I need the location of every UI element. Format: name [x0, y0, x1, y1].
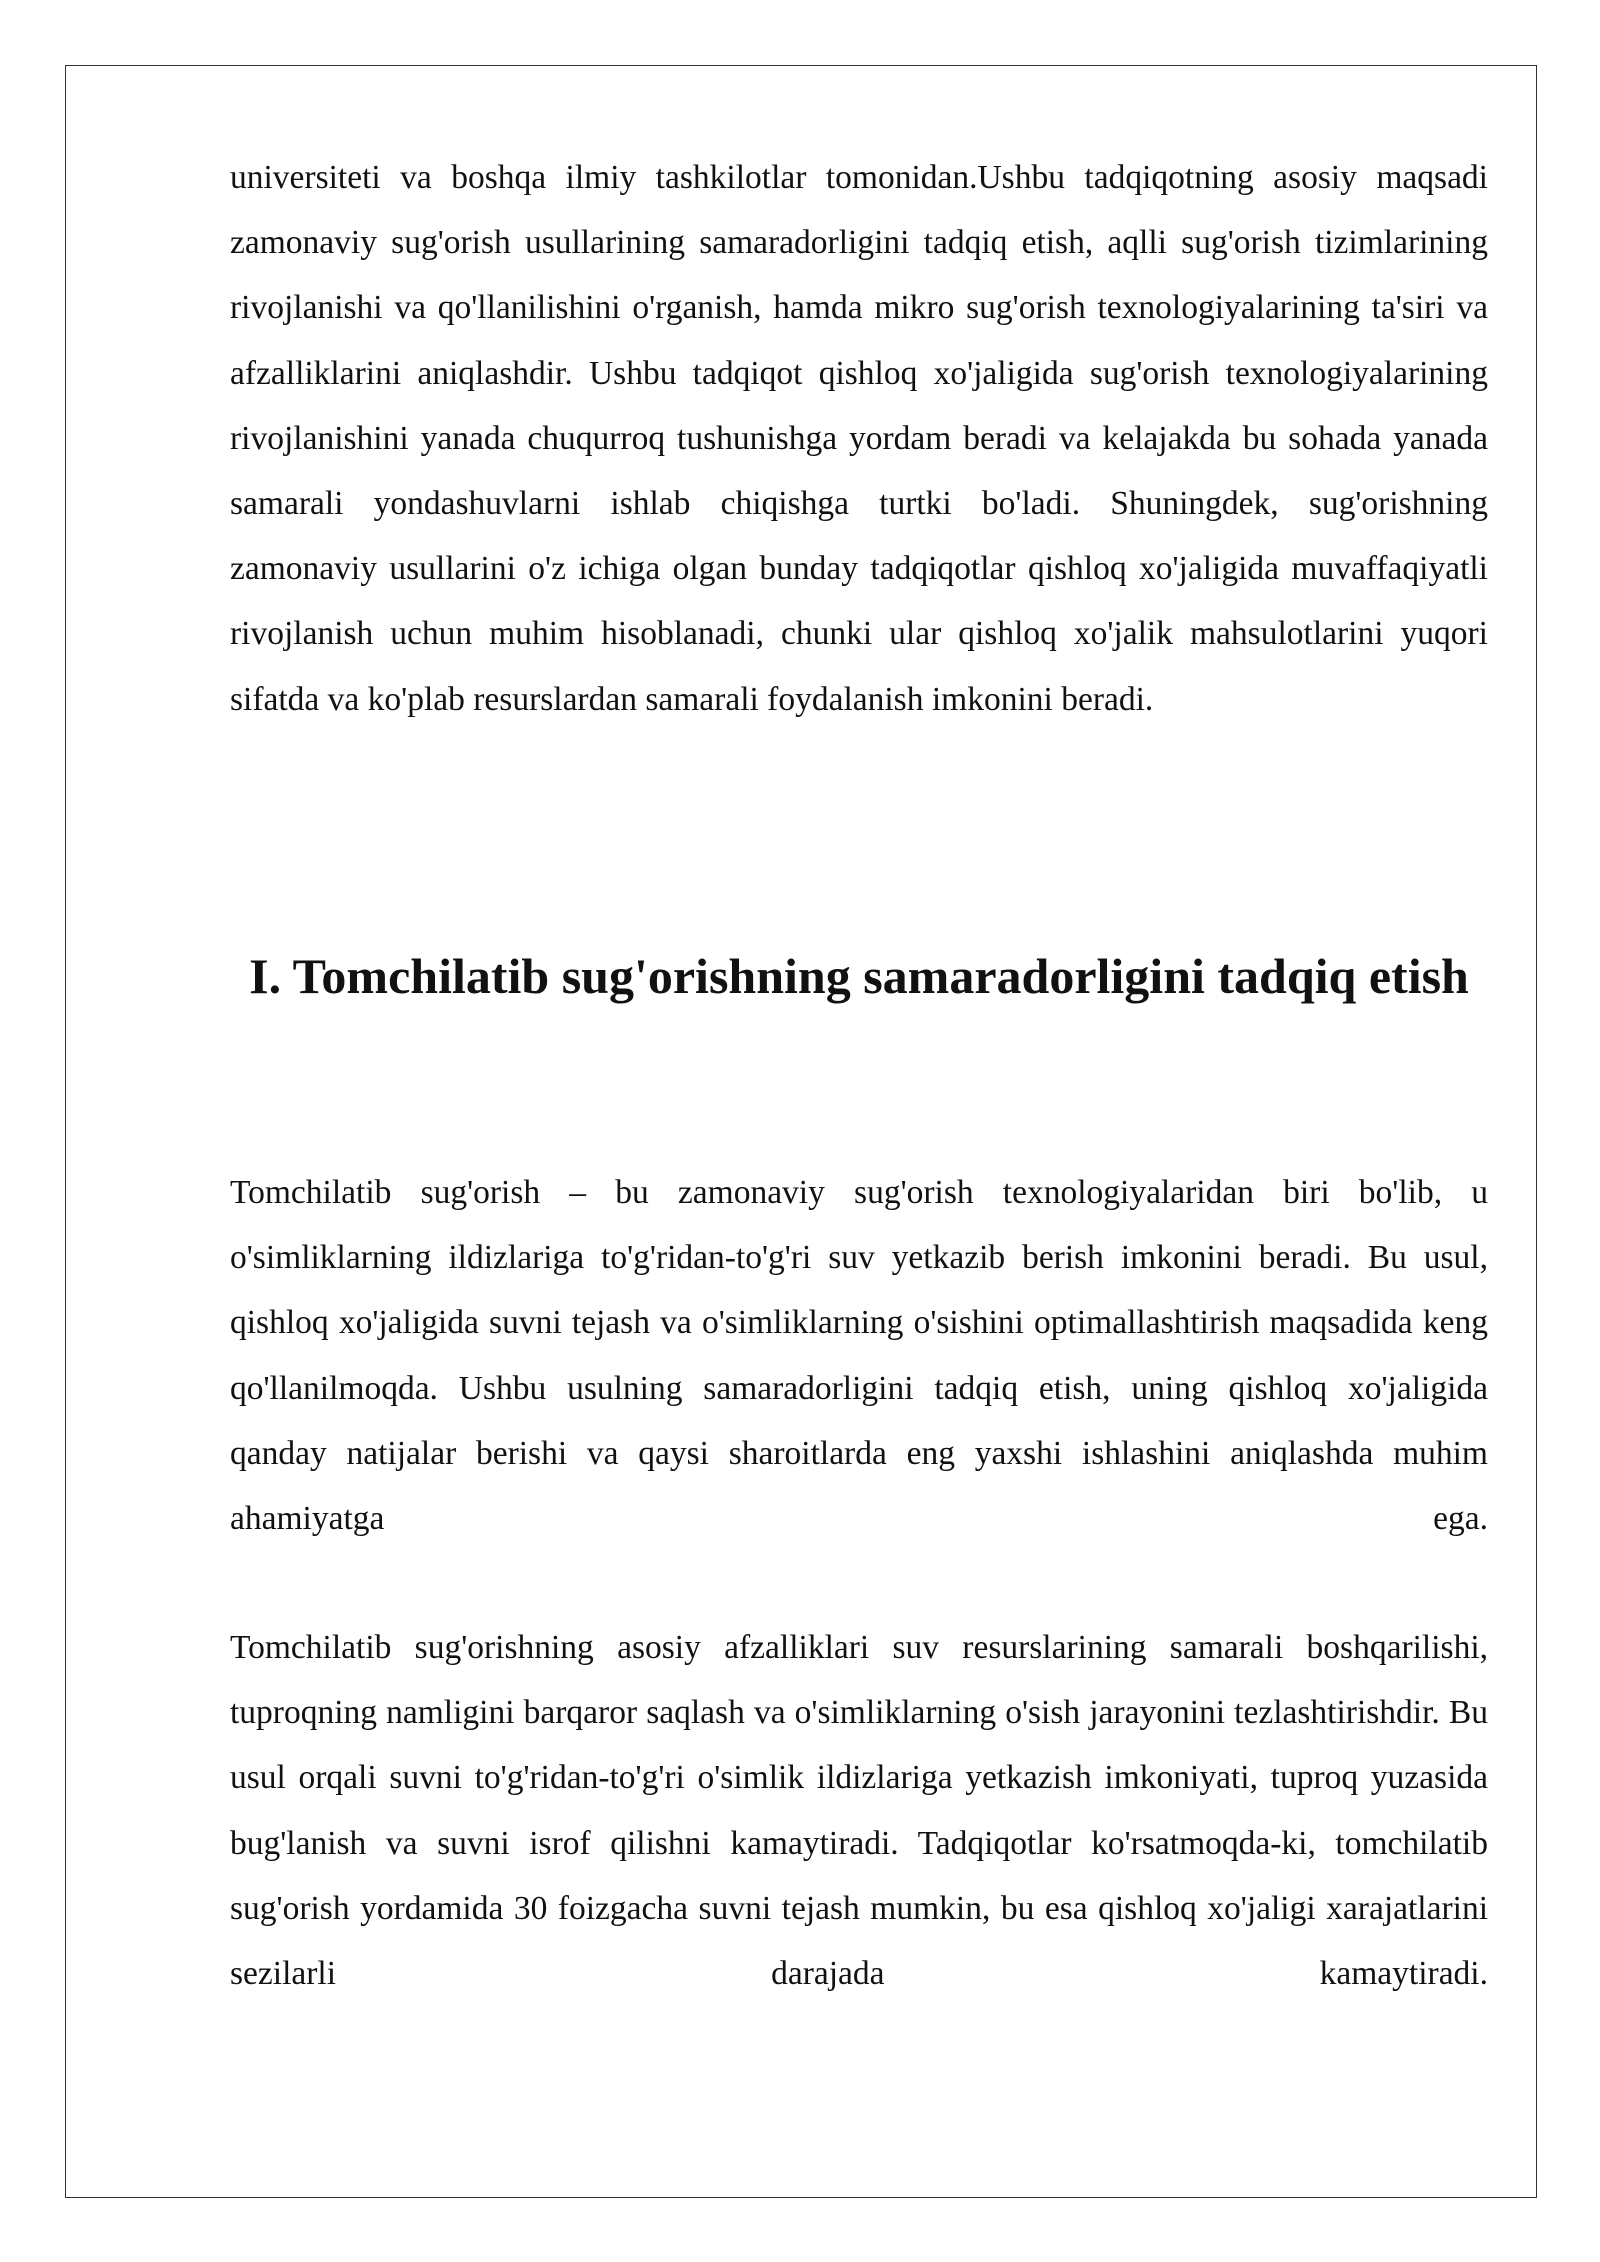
- body-paragraph-2: Tomchilatib sug'orish – bu zamonaviy sug'orish texnologiyalaridan biri bo'lib, u o'simliklarning ildizlariga to'g'ridan-to'g'ri suv yetkazib berish imkonini beradi. Bu usul, qishloq xo'jaligida suvni tejash va o'simliklarning o'sishini optimallashtirish maqsadida keng qo'llanilmoqda. Ushbu usulning samaradorligini tadqiq etish, uning qishloq xo'jaligida qanday natijalar berishi va qaysi sharoitlarda eng yaxshi ishlashini aniqlashda muhim ahamiyatga ega.: [230, 1174, 1488, 1538]
- section-heading: I. Tomchilatib sug'orishning samaradorligini tadqiq etish: [249, 948, 1469, 1004]
- body-paragraph-1: universiteti va boshqa ilmiy tashkilotlar tomonidan.Ushbu tadqiqotning asosiy maqsadi zamonaviy sug'orish usullarining samaradorligini tadqiq etish, aqlli sug'orish tizimlarining rivojlanishi va qo'llanilishini o'rganish, hamda mikro sug'orish texnologiyalarining ta'siri va afzalliklarini aniqlashdir. Ushbu tadqiqot qishloq xo'jaligida sug'orish texnologiyalarining rivojlanishini yanada chuqurroq tushunishga yordam beradi va kelajakda bu sohada yanada samarali yondashuvlarni ishlab chiqishga turtki bo'ladi. Shuningdek, sug'orishning zamonaviy usullarini o'z ichiga olgan bunday tadqiqotlar qishloq xo'jaligida muvaffaqiyatli rivojlanish uchun muhim hisoblanadi, chunki ular qishloq xo'jalik mahsulotlarini yuqori sifatda va ko'plab resurslardan samarali foydalanish imkonini beradi.: [230, 159, 1488, 718]
- body-paragraph-3: Tomchilatib sug'orishning asosiy afzalliklari suv resurslarining samarali boshqarilishi, tuproqning namligini barqaror saqlash va o'simliklarning o'sish jarayonini tezlashtirishdir. Bu usul orqali suvni to'g'ridan-to'g'ri o'simlik ildizlariga yetkazish imkoniyati, tuproq yuzasida bug'lanish va suvni isrof qilishni kamaytiradi. Tadqiqotlar ko'rsatmoqda-ki, tomchilatib sug'orish yordamida 30 foizgacha suvni tejash mumkin, bu esa qishloq xo'jaligi xarajatlarini sezilarli darajada kamaytiradi.: [230, 1629, 1488, 1993]
